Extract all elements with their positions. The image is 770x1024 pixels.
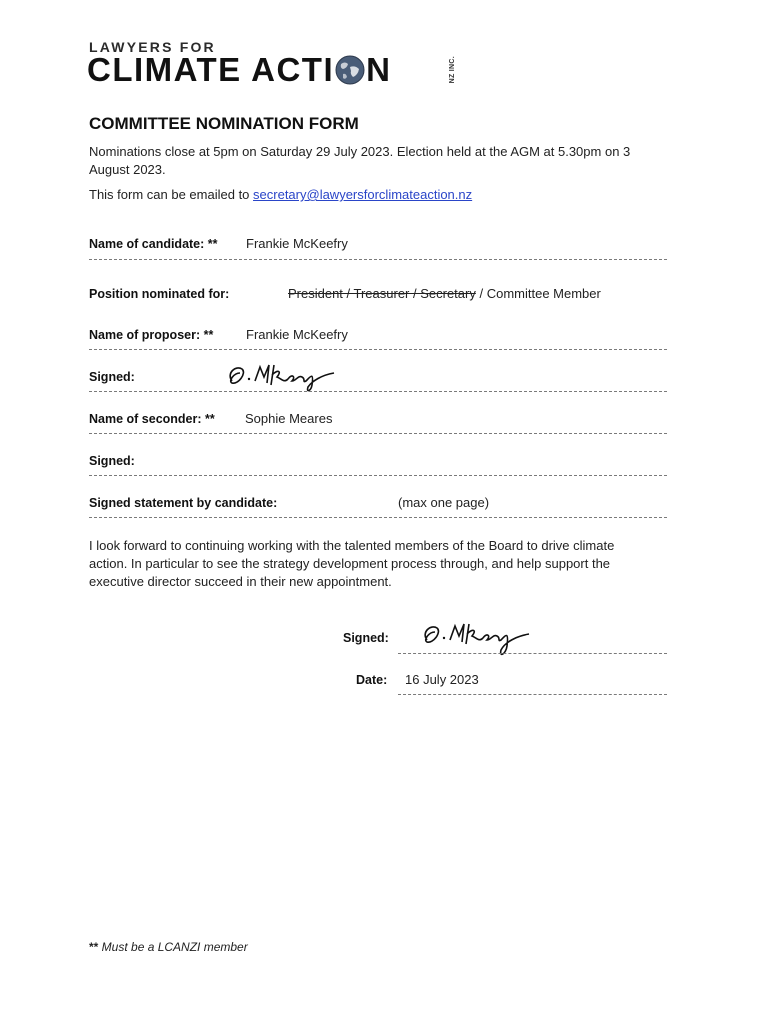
proposer-value: Frankie McKeefry (246, 327, 348, 342)
divider (89, 433, 667, 434)
logo-main-text-left: CLIMATE ACTI (87, 51, 335, 88)
candidate-statement: I look forward to continuing working with the talented members of the Board to drive climate action. In particular to see the strategy development process through, and help support the executive director succeed in their new appointment. (89, 538, 615, 589)
seconder-label: Name of seconder: ** (89, 412, 215, 426)
logo-main-text-right: N (366, 51, 392, 88)
statement-note: (max one page) (398, 495, 490, 510)
divider (89, 517, 667, 518)
position-selected: / Committee Member (475, 286, 601, 301)
seconder-value: Sophie Meares (245, 411, 333, 426)
proposer-label: Name of proposer: ** (89, 328, 214, 342)
logo (87, 50, 391, 90)
position-struck: President / Treasurer / Secretary (288, 286, 476, 301)
date-value: 16 July 2023 (405, 672, 479, 687)
candidate-label: Name of candidate: ** (89, 237, 218, 251)
footnote-marker: ** (89, 940, 99, 954)
signature-icon (222, 359, 340, 395)
footnote (89, 940, 248, 954)
candidate-signed-label: Signed: (343, 631, 389, 645)
email-prefix: This form can be emailed to (89, 187, 254, 202)
globe-icon (335, 55, 365, 85)
divider (89, 259, 667, 260)
seconder-signed-label: Signed: (89, 454, 135, 468)
proposer-signed-label: Signed: (89, 370, 135, 384)
email-link[interactable]: secretary@lawyersforclimateaction.nz (253, 187, 473, 202)
position-label: Position nominated for: (89, 287, 230, 301)
candidate-value: Frankie McKeefry (246, 236, 348, 251)
position-value (288, 286, 601, 301)
statement-label: Signed statement by candidate: (89, 496, 278, 510)
divider (89, 349, 667, 350)
email-line (89, 186, 472, 204)
divider (398, 694, 667, 695)
date-label: Date: (356, 673, 388, 687)
divider (89, 475, 667, 476)
divider (398, 653, 667, 654)
footnote-text: Must be a LCANZI member (98, 940, 248, 954)
page-title: COMMITTEE NOMINATION FORM (89, 114, 359, 133)
logo-side-text: NZ INC. (449, 56, 456, 84)
divider (89, 391, 667, 392)
intro-text: Nominations close at 5pm on Saturday 29 July 2023. Election held at the AGM at 5.30pm on 3 August 2023. (89, 144, 631, 177)
logo-top-text: LAWYERS FOR (89, 39, 216, 55)
